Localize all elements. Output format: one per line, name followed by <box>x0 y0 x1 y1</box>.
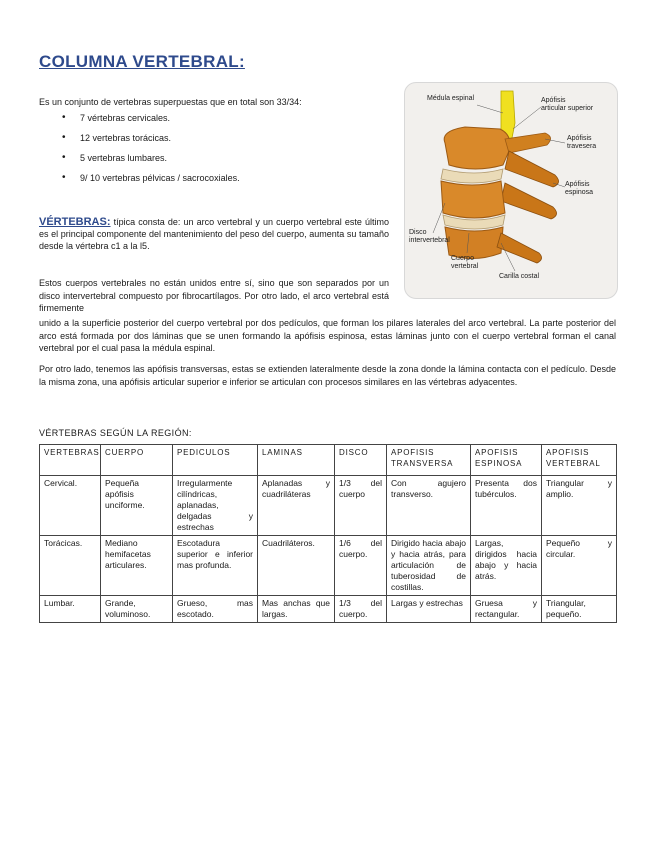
table-section-title: VÉRTEBRAS SEGÚN LA REGIÓN: <box>39 428 192 438</box>
table-cell: Dirigido hacia abajo y hacia atrás, para articulación de tuberosidad de costillas. <box>387 536 471 596</box>
vertebra-count-list <box>62 112 240 192</box>
table-cell: Mediano hemifacetas articulares. <box>101 536 173 596</box>
paragraph-2-end: unido a la superficie posterior del cuerpo vertebral por dos pedículos, que forman los pilares laterales del arco vertebral. La parte posterior del arco está formada por dos láminas que se unen formando la apófisis espinosa, estas láminas junto con el cuerpo vertebral forman el canal vertebral por el cual pasa la médula espinal. <box>39 318 616 353</box>
table-cell: Lumbar. <box>40 596 101 623</box>
vertebras-paragraph <box>39 216 389 252</box>
table-row <box>40 536 617 596</box>
table-cell: 1/3 del cuerpo. <box>335 596 387 623</box>
column-header: APOFISIS VERTEBRAL <box>542 445 617 476</box>
table-cell: Presenta dos tubérculos. <box>471 476 542 536</box>
label-disco-intervertebral: Disco intervertebral <box>409 229 450 244</box>
table-cell: Triangular, pequeño. <box>542 596 617 623</box>
vertebras-region-table <box>39 444 617 623</box>
paragraph-3: Por otro lado, tenemos las apófisis transversas, estas se extienden lateralmente desde la zona donde la lámina contacta con el pedículo. Desde la misma zona, una apófisis articular superior e inferior se articulan con procesos similares en las vértebras adyacentes. <box>39 364 616 387</box>
column-header: CUERPO <box>101 445 173 476</box>
list-item: • 12 vertebras torácicas. <box>62 132 240 152</box>
table-cell: Torácicas. <box>40 536 101 596</box>
vertebras-heading: VÉRTEBRAS: <box>39 216 111 228</box>
list-item: • 7 vértebras cervicales. <box>62 112 240 132</box>
paragraph-2-start: Estos cuerpos vertebrales no están unidos entre sí, sino que son separados por un disco intervertebral compuesto por fibrocartílagos. Por otro lado, el arco vertebral está firmemente <box>39 278 389 313</box>
lower-vertebra-body <box>445 227 503 259</box>
column-header: APOFISIS ESPINOSA <box>471 445 542 476</box>
table-cell: Grueso, mas escotado. <box>173 596 258 623</box>
label-carilla-costal: Carilla costal <box>499 273 540 280</box>
list-item: • 9/ 10 vertebras pélvicas / sacrocoxiales. <box>62 172 240 192</box>
column-header: APOFISIS TRANSVERSA <box>387 445 471 476</box>
table-cell: Pequeño y circular. <box>542 536 617 596</box>
label-cuerpo-vertebral: Cuerpo vertebral <box>451 255 479 270</box>
intervertebral-disc-shape <box>441 169 503 183</box>
label-medula-espinal: Médula espinal <box>427 95 475 102</box>
table-cell: Aplanadas y cuadriláteras <box>258 476 335 536</box>
table-row <box>40 476 617 536</box>
table-cell: Cuadriláteros. <box>258 536 335 596</box>
upper-vertebra-body <box>444 127 510 169</box>
table-cell: Largas y estrechas <box>387 596 471 623</box>
page-title: COLUMNA VERTEBRAL: <box>39 52 245 71</box>
table-cell: Escotadura superior e inferior mas profunda. <box>173 536 258 596</box>
list-item: • 5 vertebras lumbares. <box>62 152 240 172</box>
column-header: LAMINAS <box>258 445 335 476</box>
table-row <box>40 596 617 623</box>
table-cell: Triangular y amplio. <box>542 476 617 536</box>
label-apofisis-transversa: Apófisis travesera <box>567 135 597 150</box>
table-cell: Pequeña apófisis unciforme. <box>101 476 173 536</box>
column-header: VERTEBRAS <box>40 445 101 476</box>
vertebra-illustration <box>404 82 618 299</box>
column-header: DISCO <box>335 445 387 476</box>
table-header-row <box>40 445 617 476</box>
table-cell: 1/3 del cuerpo <box>335 476 387 536</box>
intro-paragraph: Es un conjunto de vertebras superpuestas que en total son 33/34: <box>39 97 302 107</box>
vertebras-text: típica consta de: un arco vertebral y un cuerpo vertebral este último es el principal componente del mantenimiento del peso del cuerpo, aumenta su tamaño desde la vértebra c1 a la l5. <box>39 217 389 251</box>
spinous-process-shape <box>505 151 559 187</box>
table-cell: Con agujero transverso. <box>387 476 471 536</box>
label-apofisis-espinosa: Apófisis espinosa <box>565 181 594 196</box>
table-cell: 1/6 del cuerpo. <box>335 536 387 596</box>
table-cell: Mas anchas que largas. <box>258 596 335 623</box>
table-cell: Irregularmente cilíndricas, aplanadas, delgadas y estrechas <box>173 476 258 536</box>
column-header: PEDICULOS <box>173 445 258 476</box>
table-cell: Gruesa y rectangular. <box>471 596 542 623</box>
table-cell: Cervical. <box>40 476 101 536</box>
label-apofisis-articular: Apófisis articular superior <box>541 97 594 112</box>
table-cell: Grande, voluminoso. <box>101 596 173 623</box>
middle-vertebra-body <box>441 181 505 218</box>
table-cell: Largas, dirigidos hacia abajo y hacia atrás. <box>471 536 542 596</box>
spinous-process-shape-2 <box>501 183 557 219</box>
